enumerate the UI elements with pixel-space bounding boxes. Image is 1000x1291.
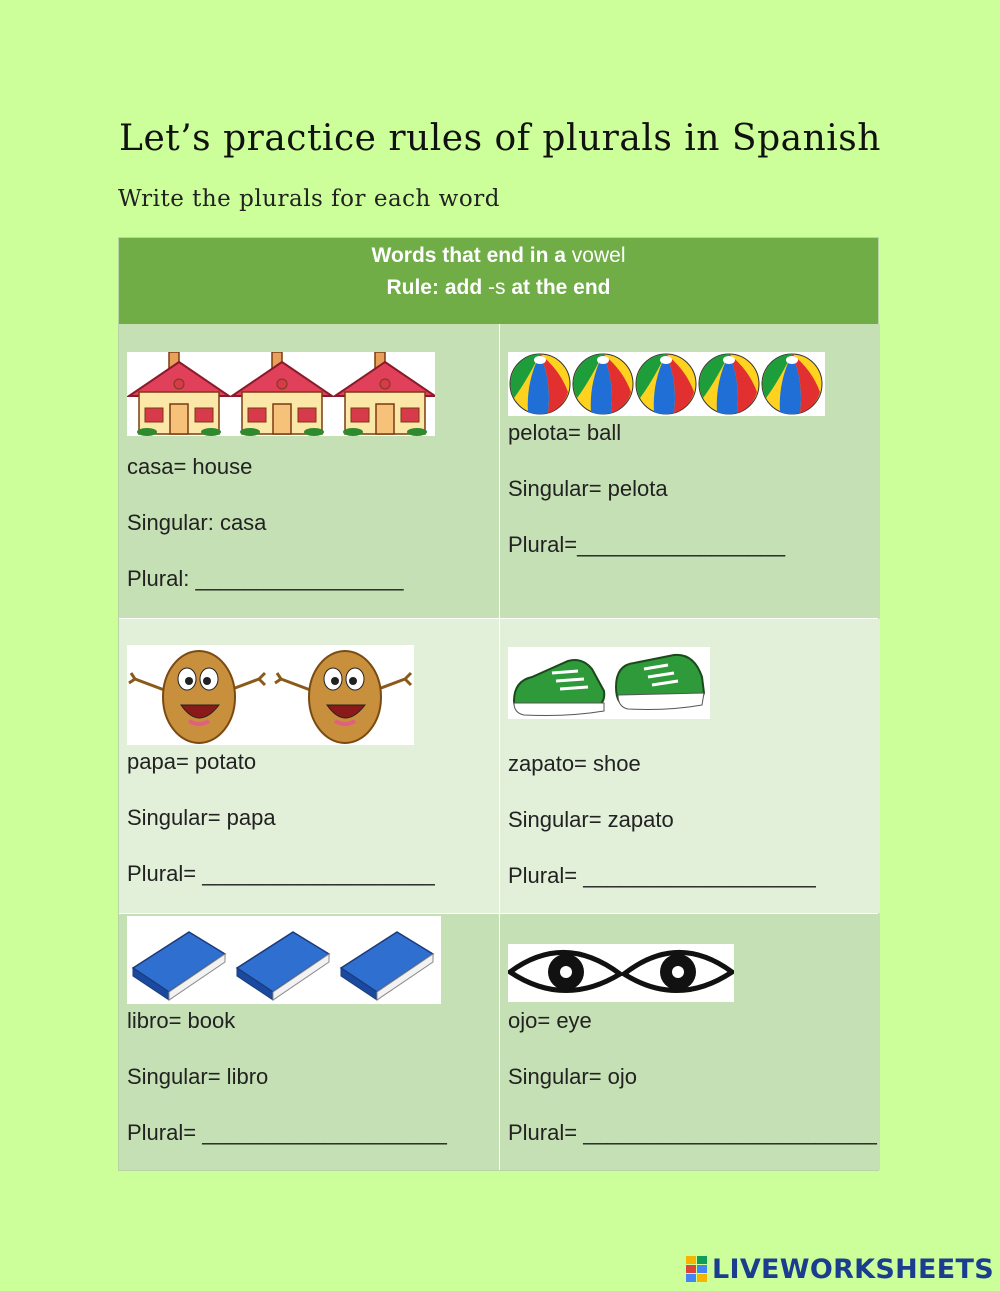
cell-ojo <box>500 914 880 1170</box>
shoe-icon <box>508 647 710 719</box>
logo-blocks-icon <box>686 1256 708 1282</box>
plural-blank[interactable]: Plural= ___________________ <box>508 863 816 888</box>
cell-casa <box>119 324 499 618</box>
header-line2-bold-a: Rule: add <box>386 276 483 299</box>
book-icon <box>127 916 441 1004</box>
row-divider <box>119 618 878 619</box>
beach-ball-icon <box>508 352 825 416</box>
liveworksheets-logo[interactable] <box>686 1253 994 1285</box>
cell-libro <box>119 914 499 1170</box>
column-divider <box>499 324 500 1170</box>
plural-blank[interactable]: Plural: _________________ <box>127 566 404 591</box>
word-translation: papa= potato <box>127 749 257 774</box>
logo-text: LIVEWORKSHEETS <box>711 1253 994 1285</box>
potato-icon <box>127 645 414 745</box>
plural-blank[interactable]: Plural= ____________________ <box>127 1120 447 1145</box>
table-header <box>119 238 878 324</box>
row-divider <box>119 913 878 914</box>
singular-label: Singular= pelota <box>508 476 668 501</box>
cell-zapato <box>500 619 880 913</box>
page-title: Let’s practice rules of plurals in Spanish <box>119 118 881 159</box>
header-line1-normal: vowel <box>565 244 626 267</box>
header-line2-bold-b: at the end <box>511 276 611 299</box>
singular-label: Singular: casa <box>127 510 267 535</box>
word-translation: zapato= shoe <box>508 751 641 776</box>
word-translation: ojo= eye <box>508 1008 592 1033</box>
plural-blank[interactable]: Plural= ________________________ <box>508 1120 877 1145</box>
house-icon <box>127 352 435 436</box>
header-line2-normal: -s <box>482 276 512 299</box>
singular-label: Singular= papa <box>127 805 276 830</box>
singular-label: Singular= ojo <box>508 1064 638 1089</box>
singular-label: Singular= zapato <box>508 807 674 832</box>
cell-papa <box>119 619 499 913</box>
plural-blank[interactable]: Plural= ___________________ <box>127 861 435 886</box>
plurals-table <box>118 237 879 1171</box>
cell-pelota <box>500 324 880 618</box>
singular-label: Singular= libro <box>127 1064 269 1089</box>
header-line1-bold: Words that end in a <box>371 244 566 267</box>
word-translation: casa= house <box>127 454 253 479</box>
word-translation: pelota= ball <box>508 420 622 445</box>
plural-blank[interactable]: Plural=_________________ <box>508 532 786 557</box>
instructions: Write the plurals for each word <box>118 186 500 212</box>
eye-icon <box>508 944 734 1002</box>
word-translation: libro= book <box>127 1008 236 1033</box>
